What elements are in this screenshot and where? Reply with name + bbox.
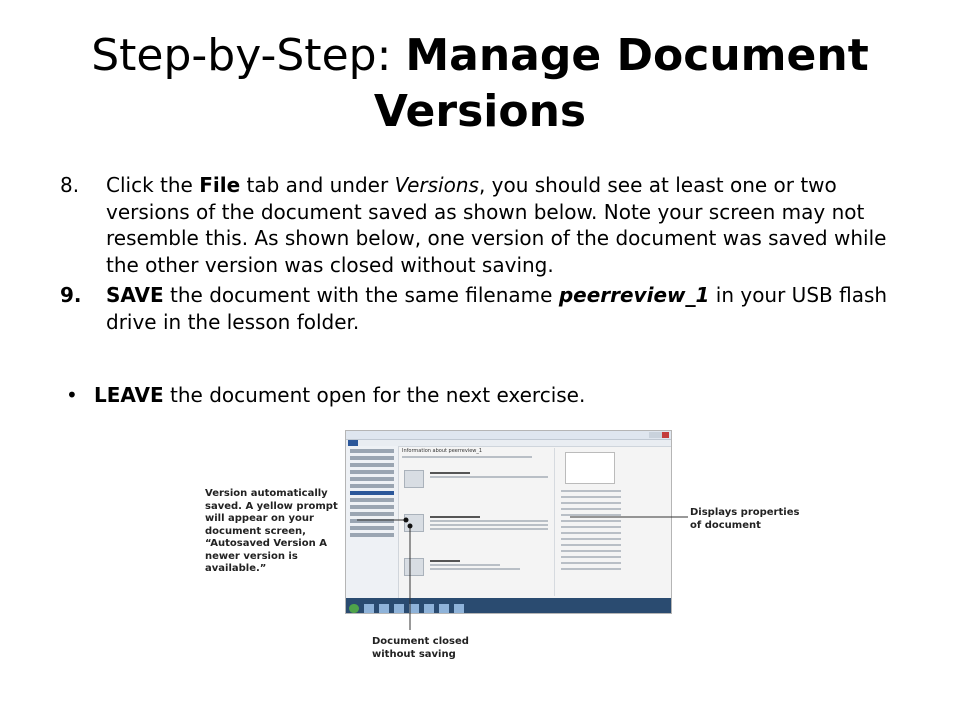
step-number: 9. — [60, 283, 82, 307]
step-filename: peerreview_1 — [558, 283, 710, 307]
step-text: , you should see at least one or two versions of the document saved as shown below. Note your screen may not resemble this. As shown below, one version of the document was saved while the other version was closed without saving. — [106, 173, 887, 277]
step-bold: File — [199, 173, 241, 197]
step-text: Click the — [106, 173, 200, 197]
title-bold-line2: Versions — [373, 86, 587, 137]
callout-properties: Displays properties of document — [690, 507, 800, 531]
bullet-text: the document open for the next exercise. — [163, 383, 586, 407]
title-bold-line1: Manage Document — [405, 30, 869, 81]
info-heading: Information about peerreview_1 — [402, 448, 483, 454]
title-prefix: Step-by-Step: — [91, 30, 406, 81]
bullet-icon: • — [66, 383, 78, 407]
step-text: in your USB flash drive in the lesson folder. — [106, 283, 888, 334]
step-number: 8. — [60, 173, 80, 197]
callout-closed: Document closed without saving — [372, 636, 469, 660]
callout-autosaved: Version automatically saved. A yellow prompt will appear on your document screen, “Autosaved Version A newer version is available.” — [205, 488, 338, 574]
step-text: tab and under — [240, 173, 395, 197]
step-bold: SAVE — [106, 283, 164, 307]
bullet-bold: LEAVE — [94, 383, 164, 407]
step-italic: Versions — [394, 173, 479, 197]
step-text: the document with the same filename — [163, 283, 559, 307]
